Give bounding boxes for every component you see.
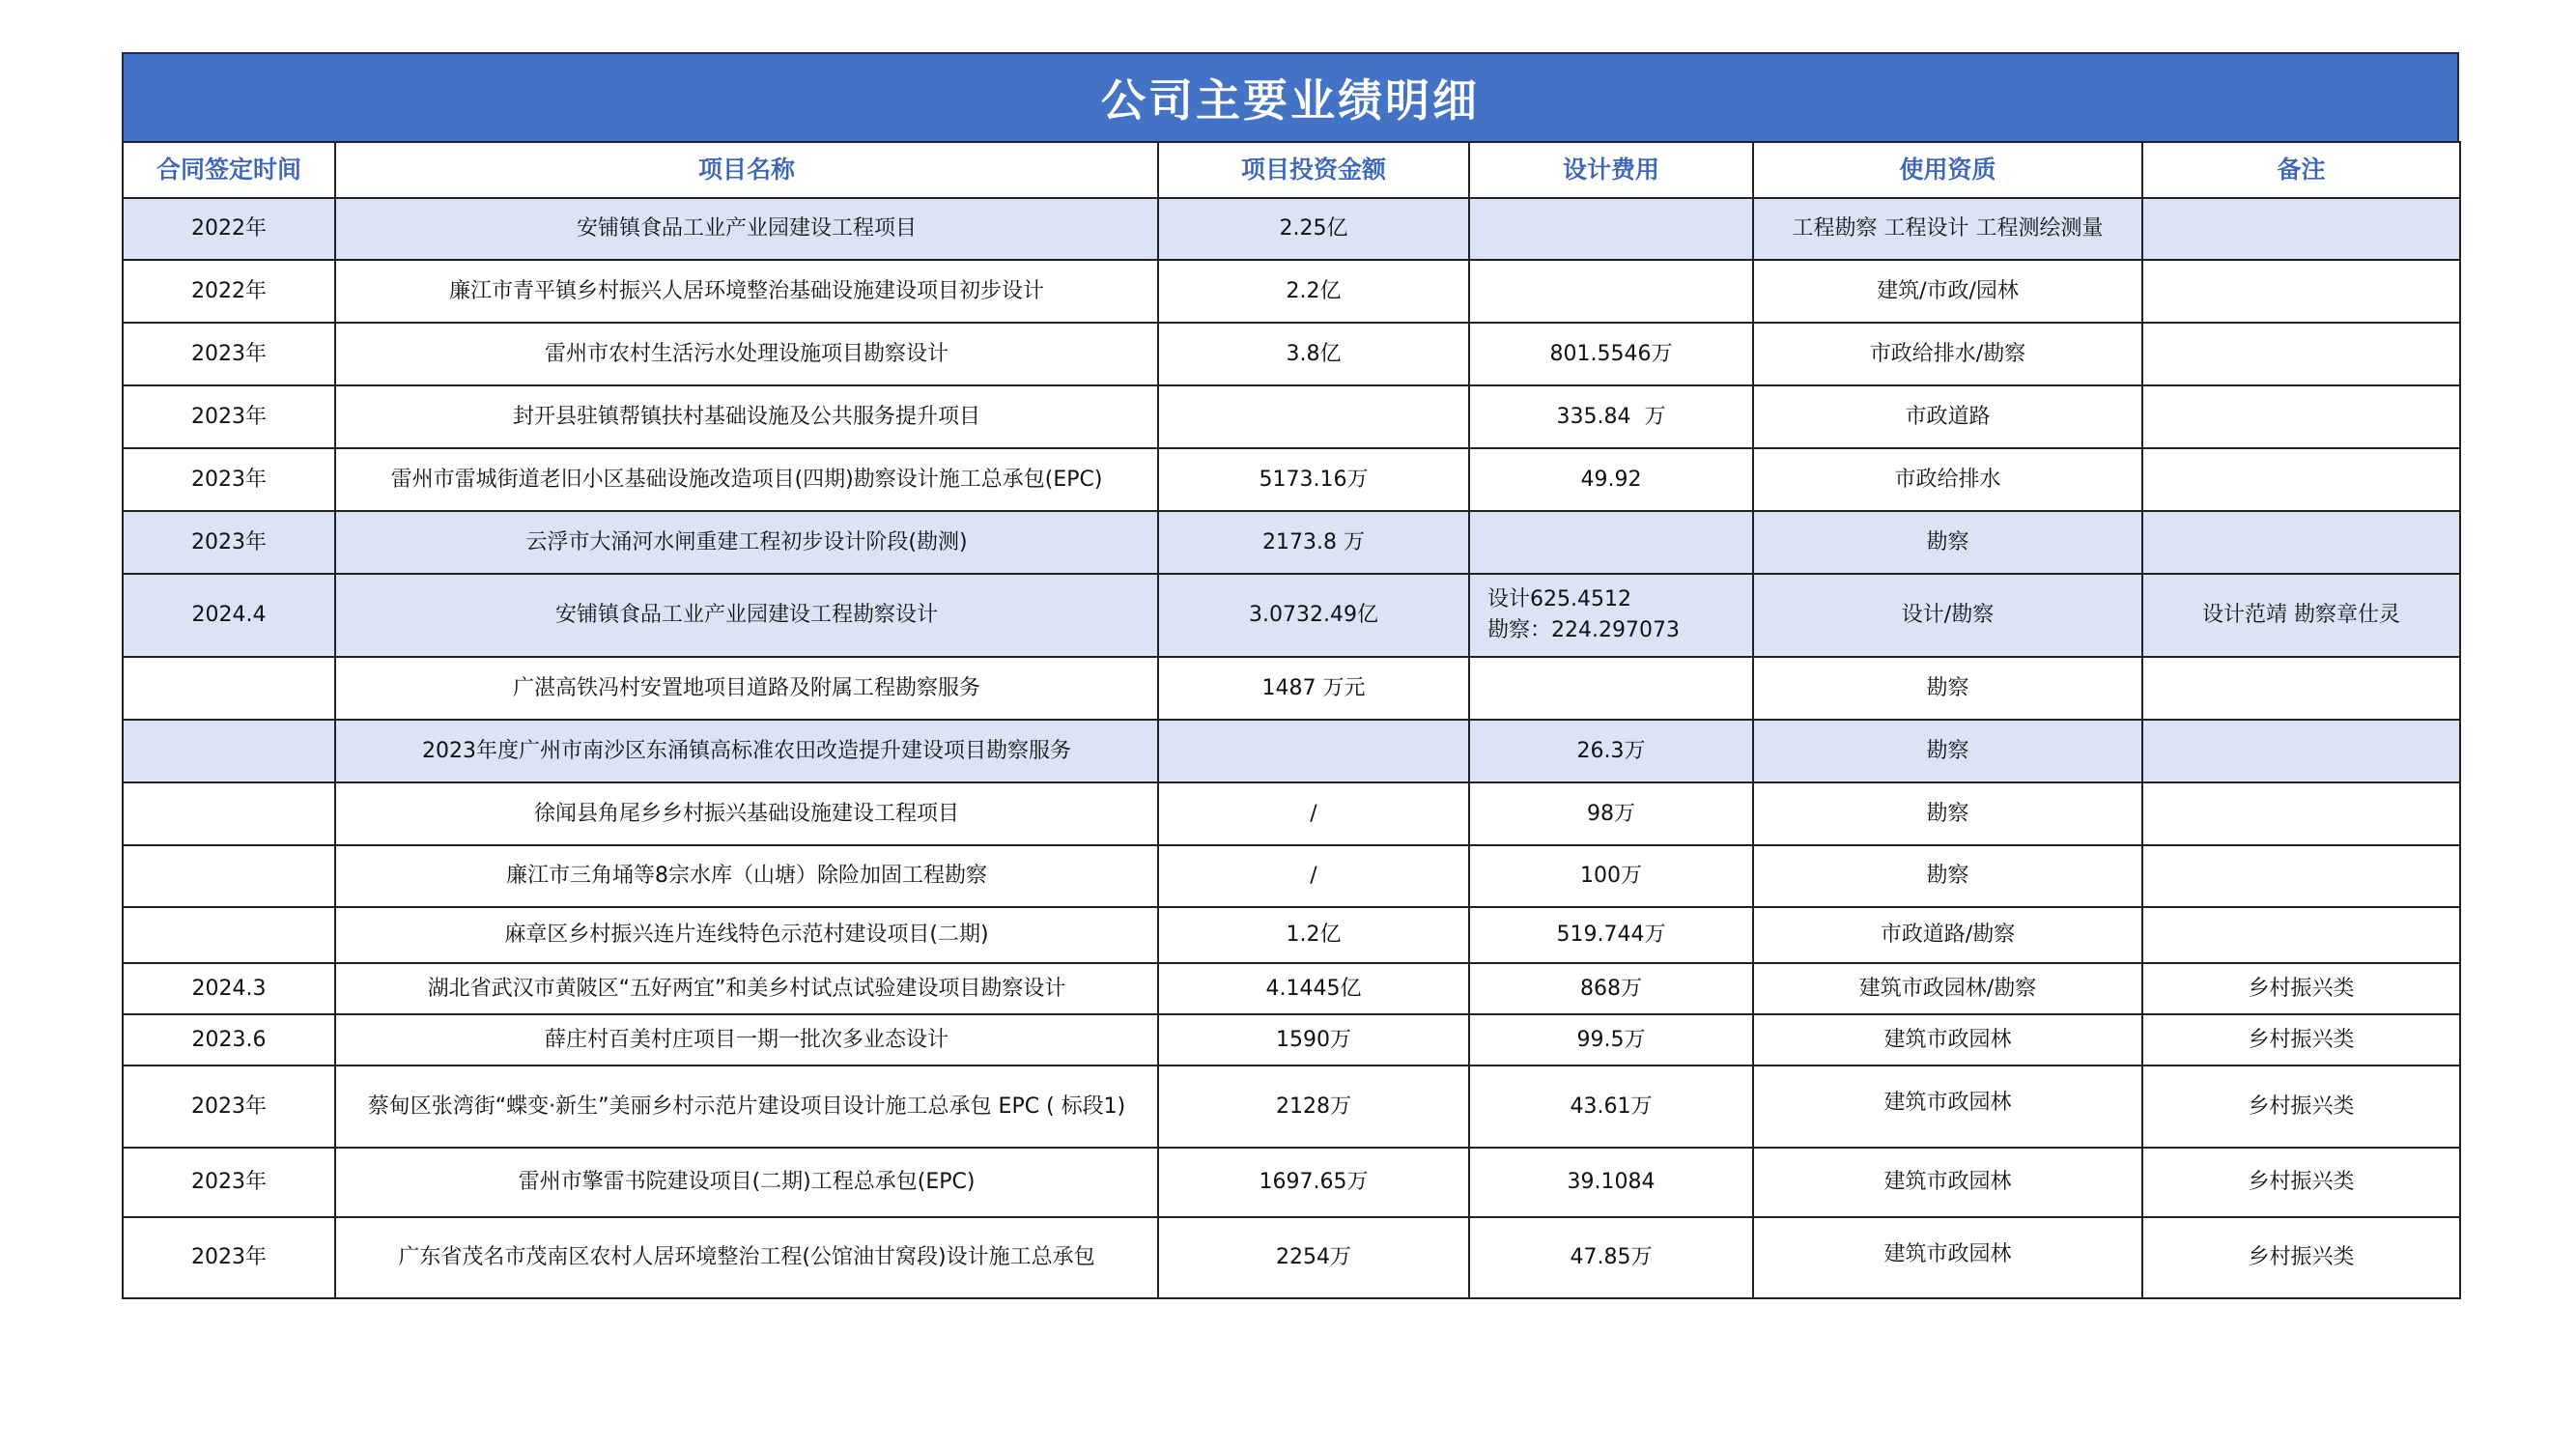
cell-fee: 39.1084 bbox=[1469, 1148, 1753, 1217]
cell-qual: 建筑市政园林 bbox=[1753, 1065, 2142, 1148]
cell-qual: 建筑市政园林 bbox=[1753, 1217, 2142, 1298]
cell-date: 2024.3 bbox=[123, 963, 335, 1014]
cell-note bbox=[2142, 198, 2460, 260]
cell-date bbox=[123, 907, 335, 963]
header-qual: 使用资质 bbox=[1753, 142, 2142, 198]
cell-fee bbox=[1469, 198, 1753, 260]
header-name: 项目名称 bbox=[335, 142, 1158, 198]
cell-qual: 勘察 bbox=[1753, 511, 2142, 574]
cell-date: 2023年 bbox=[123, 385, 335, 448]
cell-invest: 4.1445亿 bbox=[1158, 963, 1469, 1014]
header-fee: 设计费用 bbox=[1469, 142, 1753, 198]
cell-name: 湖北省武汉市黄陂区“五好两宜”和美乡村试点试验建设项目勘察设计 bbox=[335, 963, 1158, 1014]
cell-note bbox=[2142, 782, 2460, 845]
table-row bbox=[123, 963, 2460, 1014]
cell-name: 安铺镇食品工业产业园建设工程勘察设计 bbox=[335, 574, 1158, 657]
cell-fee: 335.84 万 bbox=[1469, 385, 1753, 448]
cell-name: 雷州市农村生活污水处理设施项目勘察设计 bbox=[335, 323, 1158, 385]
cell-date bbox=[123, 720, 335, 782]
table-row bbox=[123, 1014, 2460, 1065]
header-note: 备注 bbox=[2142, 142, 2460, 198]
table-row bbox=[123, 907, 2460, 963]
cell-invest: 3.8亿 bbox=[1158, 323, 1469, 385]
header-row bbox=[123, 142, 2460, 198]
cell-name: 廉江市三角埇等8宗水库（山塘）除险加固工程勘察 bbox=[335, 845, 1158, 907]
cell-invest: 2173.8 万 bbox=[1158, 511, 1469, 574]
cell-fee bbox=[1469, 657, 1753, 720]
cell-name: 蔡甸区张湾街“蝶变·新生”美丽乡村示范片建设项目设计施工总承包 EPC ( 标段1) bbox=[335, 1065, 1158, 1148]
cell-note bbox=[2142, 720, 2460, 782]
table-row bbox=[123, 845, 2460, 907]
cell-name: 薛庄村百美村庄项目一期一批次多业态设计 bbox=[335, 1014, 1158, 1065]
cell-note bbox=[2142, 323, 2460, 385]
cell-fee: 519.744万 bbox=[1469, 907, 1753, 963]
cell-fee bbox=[1469, 574, 1753, 657]
cell-note: 乡村振兴类 bbox=[2142, 1148, 2460, 1217]
cell-fee: 49.92 bbox=[1469, 448, 1753, 511]
cell-invest: / bbox=[1158, 845, 1469, 907]
cell-note: 乡村振兴类 bbox=[2142, 1065, 2460, 1148]
cell-invest: 1697.65万 bbox=[1158, 1148, 1469, 1217]
cell-note bbox=[2142, 657, 2460, 720]
cell-invest: 1590万 bbox=[1158, 1014, 1469, 1065]
table-row bbox=[123, 511, 2460, 574]
cell-note: 乡村振兴类 bbox=[2142, 1217, 2460, 1298]
cell-fee: 868万 bbox=[1469, 963, 1753, 1014]
header-date: 合同签定时间 bbox=[123, 142, 335, 198]
cell-date: 2023年 bbox=[123, 1065, 335, 1148]
cell-fee: 26.3万 bbox=[1469, 720, 1753, 782]
table-row bbox=[123, 260, 2460, 323]
cell-invest: 2254万 bbox=[1158, 1217, 1469, 1298]
cell-invest: 2.25亿 bbox=[1158, 198, 1469, 260]
cell-qual: 建筑市政园林 bbox=[1753, 1148, 2142, 1217]
cell-qual: 工程勘察 工程设计 工程测绘测量 bbox=[1753, 198, 2142, 260]
cell-invest bbox=[1158, 385, 1469, 448]
cell-fee: 99.5万 bbox=[1469, 1014, 1753, 1065]
table-row bbox=[123, 1217, 2460, 1298]
cell-invest: / bbox=[1158, 782, 1469, 845]
cell-qual: 市政道路 bbox=[1753, 385, 2142, 448]
cell-fee bbox=[1469, 511, 1753, 574]
cell-invest: 2.2亿 bbox=[1158, 260, 1469, 323]
cell-note: 设计范靖 勘察章仕灵 bbox=[2142, 574, 2460, 657]
cell-name: 广湛高铁冯村安置地项目道路及附属工程勘察服务 bbox=[335, 657, 1158, 720]
cell-name: 雷州市擎雷书院建设项目(二期)工程总承包(EPC) bbox=[335, 1148, 1158, 1217]
cell-date: 2023年 bbox=[123, 448, 335, 511]
cell-note: 乡村振兴类 bbox=[2142, 1014, 2460, 1065]
cell-date bbox=[123, 845, 335, 907]
cell-fee: 98万 bbox=[1469, 782, 1753, 845]
cell-name: 廉江市青平镇乡村振兴人居环境整治基础设施建设项目初步设计 bbox=[335, 260, 1158, 323]
cell-invest: 1.2亿 bbox=[1158, 907, 1469, 963]
table-row bbox=[123, 574, 2460, 657]
cell-qual: 市政道路/勘察 bbox=[1753, 907, 2142, 963]
cell-date: 2023年 bbox=[123, 1217, 335, 1298]
table-row bbox=[123, 385, 2460, 448]
cell-fee: 801.5546万 bbox=[1469, 323, 1753, 385]
cell-date: 2022年 bbox=[123, 260, 335, 323]
cell-name: 2023年度广州市南沙区东涌镇高标准农田改造提升建设项目勘察服务 bbox=[335, 720, 1158, 782]
cell-invest: 5173.16万 bbox=[1158, 448, 1469, 511]
cell-note bbox=[2142, 511, 2460, 574]
cell-date: 2023年 bbox=[123, 323, 335, 385]
cell-name: 徐闻县角尾乡乡村振兴基础设施建设工程项目 bbox=[335, 782, 1158, 845]
cell-name: 雷州市雷城街道老旧小区基础设施改造项目(四期)勘察设计施工总承包(EPC) bbox=[335, 448, 1158, 511]
cell-qual: 建筑市政园林/勘察 bbox=[1753, 963, 2142, 1014]
cell-date: 2023.6 bbox=[123, 1014, 335, 1065]
cell-date: 2022年 bbox=[123, 198, 335, 260]
header-invest: 项目投资金额 bbox=[1158, 142, 1469, 198]
cell-qual: 勘察 bbox=[1753, 720, 2142, 782]
cell-fee bbox=[1469, 260, 1753, 323]
table-row bbox=[123, 448, 2460, 511]
cell-note bbox=[2142, 385, 2460, 448]
sheet-title: 公司主要业绩明细 bbox=[122, 52, 2459, 141]
cell-qual: 建筑市政园林 bbox=[1753, 1014, 2142, 1065]
cell-qual: 市政给排水 bbox=[1753, 448, 2142, 511]
table-row bbox=[123, 323, 2460, 385]
cell-name: 封开县驻镇帮镇扶村基础设施及公共服务提升项目 bbox=[335, 385, 1158, 448]
cell-name: 广东省茂名市茂南区农村人居环境整治工程(公馆油甘窝段)设计施工总承包 bbox=[335, 1217, 1158, 1298]
table-row bbox=[123, 1065, 2460, 1148]
cell-invest: 1487 万元 bbox=[1158, 657, 1469, 720]
cell-note bbox=[2142, 448, 2460, 511]
cell-date: 2024.4 bbox=[123, 574, 335, 657]
cell-name: 麻章区乡村振兴连片连线特色示范村建设项目(二期) bbox=[335, 907, 1158, 963]
cell-note bbox=[2142, 907, 2460, 963]
table-row bbox=[123, 1148, 2460, 1217]
cell-invest: 3.0732.49亿 bbox=[1158, 574, 1469, 657]
cell-date bbox=[123, 657, 335, 720]
cell-qual: 勘察 bbox=[1753, 657, 2142, 720]
cell-name: 云浮市大涌河水闸重建工程初步设计阶段(勘测) bbox=[335, 511, 1158, 574]
cell-qual: 设计/勘察 bbox=[1753, 574, 2142, 657]
cell-fee: 43.61万 bbox=[1469, 1065, 1753, 1148]
cell-note bbox=[2142, 260, 2460, 323]
cell-qual: 勘察 bbox=[1753, 845, 2142, 907]
cell-note: 乡村振兴类 bbox=[2142, 963, 2460, 1014]
cell-qual: 建筑/市政/园林 bbox=[1753, 260, 2142, 323]
cell-name: 安铺镇食品工业产业园建设工程项目 bbox=[335, 198, 1158, 260]
cell-invest: 2128万 bbox=[1158, 1065, 1469, 1148]
cell-date bbox=[123, 782, 335, 845]
cell-invest bbox=[1158, 720, 1469, 782]
performance-table bbox=[122, 141, 2461, 1299]
cell-date: 2023年 bbox=[123, 511, 335, 574]
cell-fee: 100万 bbox=[1469, 845, 1753, 907]
fee-design-line: 设计625.4512 bbox=[1487, 587, 1631, 611]
cell-qual: 勘察 bbox=[1753, 782, 2142, 845]
cell-note bbox=[2142, 845, 2460, 907]
cell-fee: 47.85万 bbox=[1469, 1217, 1753, 1298]
table-row bbox=[123, 720, 2460, 782]
performance-sheet bbox=[122, 52, 2459, 1299]
table-row bbox=[123, 657, 2460, 720]
table-row bbox=[123, 782, 2460, 845]
cell-date: 2023年 bbox=[123, 1148, 335, 1217]
fee-survey-line: 勘察：224.297073 bbox=[1487, 618, 1680, 642]
table-row bbox=[123, 198, 2460, 260]
cell-qual: 市政给排水/勘察 bbox=[1753, 323, 2142, 385]
